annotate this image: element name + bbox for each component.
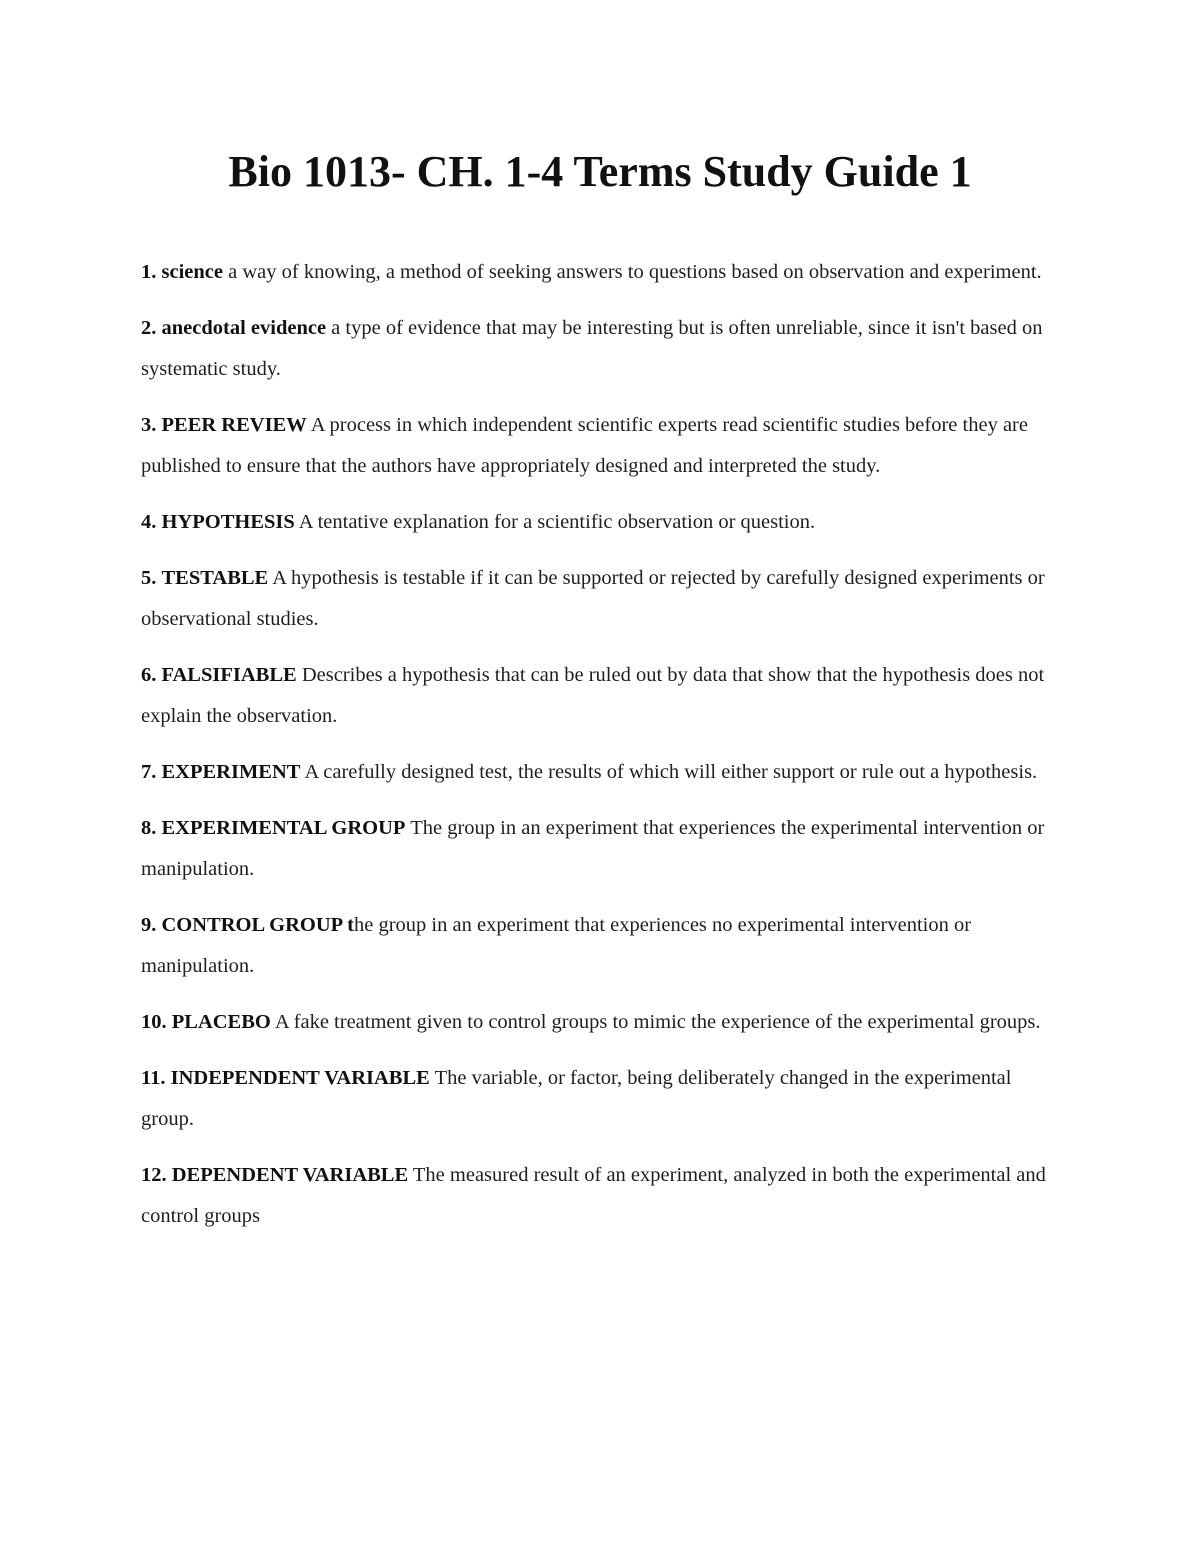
term-name: science xyxy=(161,261,223,283)
term-name: INDEPENDENT VARIABLE xyxy=(170,1067,430,1089)
term-item-placebo xyxy=(141,1002,1066,1043)
term-item-science xyxy=(141,252,1066,293)
term-definition: Describes a hypothesis that can be ruled out by data that show that the hypothesis does not explain the observation. xyxy=(141,664,1045,727)
term-definition: a way of knowing, a method of seeking answers to questions based on observation and experiment. xyxy=(228,261,1042,283)
term-number: 10. xyxy=(141,1011,167,1033)
term-name: FALSIFIABLE xyxy=(161,664,297,686)
term-item-independent-variable xyxy=(141,1058,1066,1140)
term-name: CONTROL GROUP t xyxy=(161,914,354,936)
term-item-peer-review xyxy=(141,405,1066,487)
term-definition: The variable, or factor, being deliberately changed in the experimental group. xyxy=(141,1067,1012,1130)
term-item-anecdotal-evidence xyxy=(141,308,1066,390)
term-definition: he group in an experiment that experiences no experimental intervention or manipulation. xyxy=(141,914,972,977)
term-number: 6. xyxy=(141,664,157,686)
term-item-dependent-variable xyxy=(141,1155,1066,1237)
term-definition: A carefully designed test, the results of which will either support or rule out a hypothesis. xyxy=(304,761,1038,783)
term-definition: The group in an experiment that experiences the experimental intervention or manipulation. xyxy=(141,817,1045,880)
term-name: EXPERIMENT xyxy=(161,761,301,783)
term-name: HYPOTHESIS xyxy=(161,511,295,533)
term-name: TESTABLE xyxy=(161,567,269,589)
term-item-hypothesis xyxy=(141,502,1066,543)
term-name: EXPERIMENTAL GROUP xyxy=(161,817,406,839)
term-definition: A hypothesis is testable if it can be supported or rejected by carefully designed experiments or observational studies. xyxy=(141,567,1045,630)
term-number: 2. xyxy=(141,317,157,339)
term-item-experimental-group xyxy=(141,808,1066,890)
term-name: anecdotal evidence xyxy=(161,317,327,339)
term-number: 8. xyxy=(141,817,157,839)
term-number: 11. xyxy=(141,1067,166,1089)
term-number: 7. xyxy=(141,761,157,783)
term-number: 4. xyxy=(141,511,157,533)
term-item-experiment xyxy=(141,752,1066,793)
page-title: Bio 1013- CH. 1-4 Terms Study Guide 1 xyxy=(228,147,972,196)
term-definition: A tentative explanation for a scientific observation or question. xyxy=(298,511,816,533)
term-name: PEER REVIEW xyxy=(161,414,307,436)
term-number: 12. xyxy=(141,1164,167,1186)
term-name: DEPENDENT VARIABLE xyxy=(171,1164,409,1186)
term-item-falsifiable xyxy=(141,655,1066,737)
term-item-control-group xyxy=(141,905,1066,987)
terms-list xyxy=(141,252,1066,1252)
term-number: 5. xyxy=(141,567,157,589)
term-definition: The measured result of an experiment, analyzed in both the experimental and control groups xyxy=(141,1164,1046,1227)
term-number: 3. xyxy=(141,414,157,436)
term-number: 9. xyxy=(141,914,157,936)
term-definition: a type of evidence that may be interesting but is often unreliable, since it isn't based on systematic study. xyxy=(141,317,1043,380)
term-definition: A process in which independent scientific experts read scientific studies before they are published to ensure that the authors have appropriately designed and interpreted the study. xyxy=(141,414,1028,477)
term-number: 1. xyxy=(141,261,157,283)
term-name: PLACEBO xyxy=(171,1011,271,1033)
term-item-testable xyxy=(141,558,1066,640)
term-definition: A fake treatment given to control groups to mimic the experience of the experimental groups. xyxy=(274,1011,1041,1033)
